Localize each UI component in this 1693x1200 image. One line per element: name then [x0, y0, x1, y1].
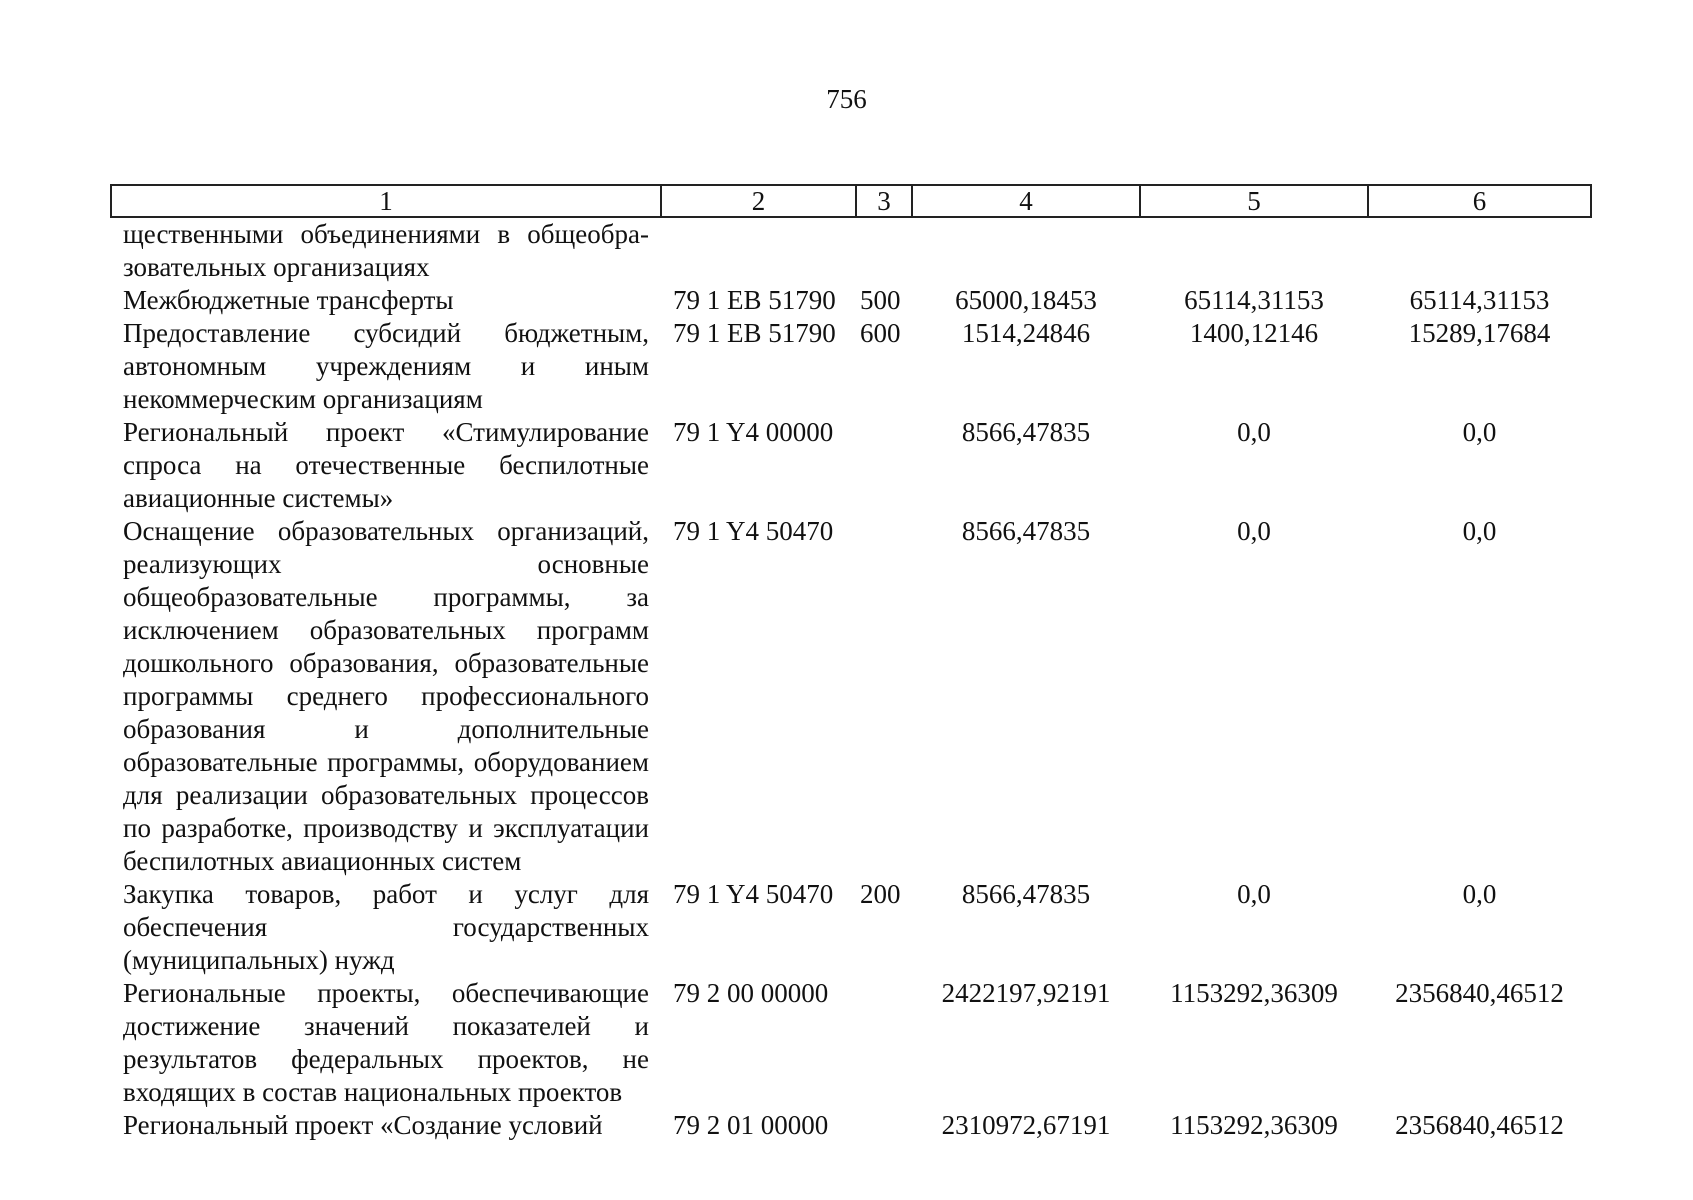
table-row [111, 217, 1591, 284]
row-value-4: 2310972,67191 [941, 1110, 1111, 1140]
header-col-3: 3 [856, 185, 912, 217]
row-code: 79 2 01 00000 [673, 1110, 829, 1140]
page-number: 756 [826, 84, 867, 114]
row-expense-type [856, 1109, 912, 1142]
row-code: 79 1 EB 51790 [673, 318, 836, 348]
row-value-4 [912, 217, 1140, 284]
row-expense-type [856, 515, 912, 878]
row-value-5: 0,0 [1237, 516, 1271, 546]
row-name: Закупка товаров, работ и услуг для обеспечения государственных (муниципальных) нужд [123, 879, 649, 975]
row-name: Региональные проекты, обеспечивающие достижение значений показателей и результатов федеральных проектов, не входящих в состав национальных проектов [123, 978, 649, 1107]
row-value-4: 8566,47835 [961, 417, 1091, 447]
row-value-5: 0,0 [1237, 417, 1271, 447]
row-expense-type [856, 416, 912, 515]
row-value-4: 8566,47835 [961, 879, 1091, 909]
row-value-6: 15289,17684 [1408, 318, 1551, 348]
table-row [111, 878, 1591, 977]
row-expense-type: 200 [860, 879, 901, 909]
row-expense-type: 600 [860, 318, 901, 348]
row-value-5: 1153292,36309 [1170, 1110, 1338, 1140]
row-expense-type [856, 217, 912, 284]
row-expense-type [856, 977, 912, 1109]
row-code: 79 1 EB 51790 [673, 285, 836, 315]
table-header [111, 185, 1591, 217]
row-code: 79 2 00 00000 [673, 978, 829, 1008]
row-code: 79 1 Y4 00000 [673, 417, 834, 447]
row-code: 79 1 Y4 50470 [673, 516, 834, 546]
header-col-5: 5 [1140, 185, 1368, 217]
row-value-6: 0,0 [1462, 516, 1497, 546]
table-row [111, 284, 1591, 317]
table-row [111, 1109, 1591, 1142]
table-row [111, 515, 1591, 878]
row-value-6: 0,0 [1462, 879, 1497, 909]
row-name: Предоставление субсидий бюджетным, автономным учреждениям и иным некоммерческим организациям [123, 318, 649, 414]
row-value-6 [1368, 217, 1591, 284]
row-name: щественными объединениями в общеобразовательных организациях [123, 219, 649, 282]
row-value-6: 0,0 [1462, 417, 1497, 447]
table-row [111, 317, 1591, 416]
row-value-5: 1153292,36309 [1170, 978, 1338, 1008]
row-value-6: 2356840,46512 [1395, 978, 1564, 1008]
row-code: 79 1 Y4 50470 [673, 879, 834, 909]
row-value-5: 0,0 [1237, 879, 1271, 909]
row-value-5: 65114,31153 [1184, 285, 1324, 315]
header-col-4: 4 [912, 185, 1140, 217]
budget-table [110, 184, 1592, 1142]
row-value-5 [1140, 217, 1368, 284]
row-value-6: 65114,31153 [1409, 285, 1550, 315]
row-code [661, 217, 856, 284]
header-col-2: 2 [661, 185, 856, 217]
row-value-4: 2422197,92191 [941, 978, 1111, 1008]
header-col-1: 1 [111, 185, 661, 217]
table-row [111, 416, 1591, 515]
row-value-5: 1400,12146 [1189, 318, 1319, 348]
row-value-4: 1514,24846 [961, 318, 1091, 348]
row-value-4: 8566,47835 [961, 516, 1091, 546]
table-row [111, 977, 1591, 1109]
row-name: Региональный проект «Создание условий [123, 1110, 603, 1140]
row-value-4: 65000,18453 [955, 285, 1097, 315]
row-name: Региональный проект «Стимулирование спроса на отечественные беспилотные авиационные системы» [123, 417, 649, 513]
header-col-6: 6 [1368, 185, 1591, 217]
table-body [111, 217, 1591, 1142]
row-expense-type: 500 [860, 285, 901, 315]
row-name: Оснащение образовательных организаций, реализующих основные общеобразовательные программы, за исключением образовательных программ дошкольного образования, образовательные программы среднего профессионального образования и дополнительные образовательные программы, оборудованием для реализации образовательных процессов по разработке, производству и эксплуатации беспилотных авиационных систем [123, 516, 649, 876]
header-row [111, 185, 1591, 217]
row-value-6: 2356840,46512 [1395, 1110, 1564, 1140]
row-name: Межбюджетные трансферты [123, 285, 454, 315]
